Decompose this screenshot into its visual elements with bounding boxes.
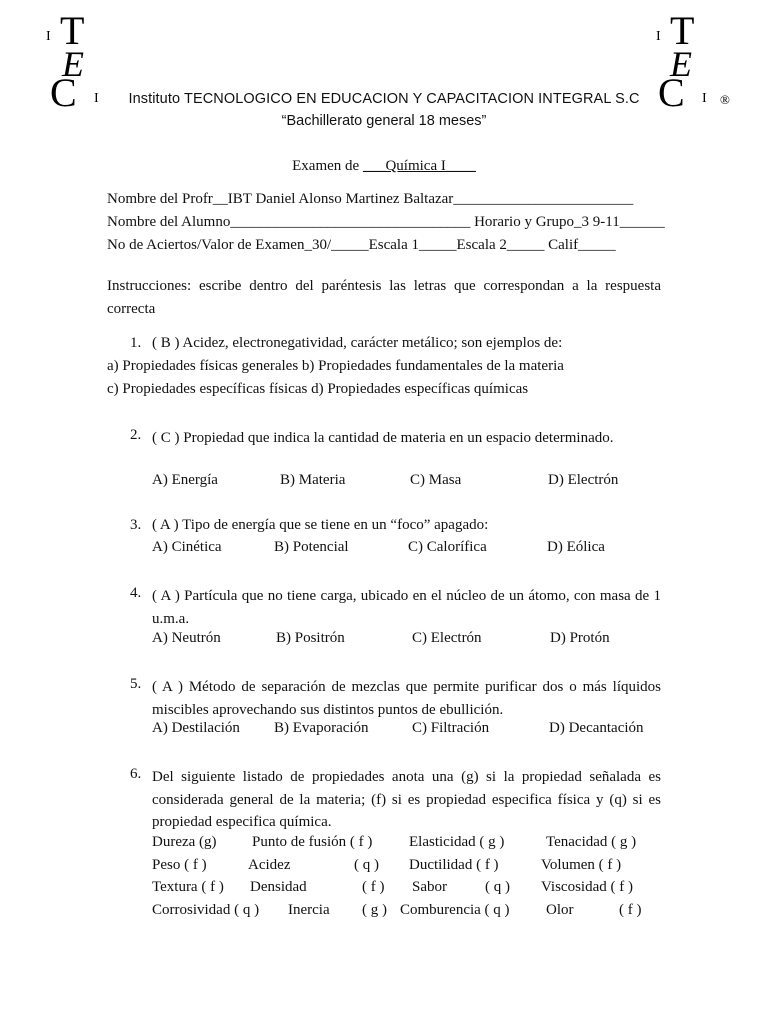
logo-letter: E — [670, 44, 692, 84]
question-options-line: a) Propiedades físicas generales b) Propiedades fundamentales de la materia — [107, 358, 564, 374]
logo-letter: E — [62, 44, 84, 84]
logo-letter: I — [46, 29, 51, 44]
exam-subject: ___Química I____ — [362, 158, 476, 174]
answer-option: B) Evaporación — [274, 720, 369, 736]
logo-letter: T — [670, 10, 695, 53]
answer-option: B) Materia — [280, 472, 346, 488]
property-item: Dureza (g) — [152, 834, 217, 850]
logo-letter: T — [60, 10, 85, 53]
property-row — [152, 879, 662, 901]
property-row — [152, 902, 662, 924]
property-item: Inercia — [288, 902, 330, 918]
property-row — [152, 857, 662, 879]
question-options-line: c) Propiedades específicas físicas d) Propiedades específicas químicas — [107, 381, 529, 397]
property-item: ( f ) — [362, 879, 385, 895]
property-item: Punto de fusión ( f ) — [252, 834, 373, 850]
property-item: Corrosividad ( q ) — [152, 902, 260, 918]
property-item: Volumen ( f ) — [541, 857, 622, 873]
logo-letter: I — [94, 91, 99, 106]
instructions: Instrucciones: escribe dentro del paréntesis las letras que correspondan a la respuesta correcta — [107, 278, 661, 317]
question-text: ( A ) Tipo de energía que se tiene en un “foco” apagado: — [152, 517, 489, 533]
question-number: 5. — [130, 676, 142, 692]
answer-option: A) Neutrón — [152, 630, 221, 646]
institution-name: Instituto TECNOLOGICO EN EDUCACION Y CAPACITACION INTEGRAL S.C — [128, 91, 640, 107]
teacher-field: Nombre del Profr__IBT Daniel Alonso Martinez Baltazar________________________ — [107, 191, 634, 207]
question-number: 6. — [130, 766, 142, 782]
property-item: Olor — [546, 902, 574, 918]
answer-option: C) Masa — [410, 472, 462, 488]
property-item: ( q ) — [485, 879, 510, 895]
property-item: ( g ) — [362, 902, 387, 918]
answer-option: A) Destilación — [152, 720, 240, 736]
question-number: 3. — [130, 517, 142, 533]
property-item: Viscosidad ( f ) — [541, 879, 633, 895]
question-text: ( B ) Acidez, electronegatividad, carácter metálico; son ejemplos de: — [152, 335, 563, 351]
question-number: 4. — [130, 585, 142, 601]
property-item: Elasticidad ( g ) — [409, 834, 505, 850]
program-name: “Bachillerato general 18 meses” — [281, 113, 487, 129]
answer-option: D) Electrón — [548, 472, 619, 488]
property-item: Acidez — [248, 857, 291, 873]
property-item: Textura ( f ) — [152, 879, 224, 895]
property-item: ( q ) — [354, 857, 379, 873]
property-item: Densidad — [250, 879, 307, 895]
exam-title — [0, 158, 768, 175]
property-item: Sabor — [412, 879, 447, 895]
score-field: No de Aciertos/Valor de Examen_30/_____Escala 1_____Escala 2_____ Calif_____ — [107, 237, 616, 253]
question-number: 1. — [130, 335, 142, 351]
answer-option: B) Potencial — [274, 539, 349, 555]
logo-letter: C — [50, 70, 77, 110]
logo-letter: I — [656, 29, 661, 44]
registered-icon: ® — [720, 92, 730, 107]
question-text: ( A ) Método de separación de mezclas que permite purificar dos o más líquidos miscibles aprovechando sus distintos puntos de ebullición. — [152, 679, 661, 718]
exam-prefix: Examen de — [292, 158, 363, 174]
property-item: Comburencia ( q ) — [400, 902, 510, 918]
property-item: Peso ( f ) — [152, 857, 207, 873]
question-text: ( C ) Propiedad que indica la cantidad de materia en un espacio determinado. — [152, 430, 614, 446]
answer-option: D) Protón — [550, 630, 610, 646]
answer-option: C) Filtración — [412, 720, 490, 736]
answer-option: D) Eólica — [547, 539, 605, 555]
question-text: Del siguiente listado de propiedades anota una (g) si la propiedad señalada es considerada general de la materia; (f) si es propiedad especifica física y (q) si es propiedad especifica química. — [152, 769, 661, 830]
student-field: Nombre del Alumno________________________________ Horario y Grupo_3 9-11______ — [107, 214, 665, 230]
property-item: ( f ) — [619, 902, 642, 918]
question-text: ( A ) Partícula que no tiene carga, ubicado en el núcleo de un átomo, con masa de 1 u.m.a. — [152, 588, 661, 627]
answer-option: A) Cinética — [152, 539, 222, 555]
answer-option: D) Decantación — [549, 720, 644, 736]
property-row — [152, 834, 662, 856]
answer-option: C) Calorífica — [408, 539, 487, 555]
property-item: Ductilidad ( f ) — [409, 857, 499, 873]
question-number: 2. — [130, 427, 142, 443]
answer-option: A) Energía — [152, 472, 218, 488]
property-item: Tenacidad ( g ) — [546, 834, 637, 850]
logo-letter: I — [702, 91, 707, 106]
answer-option: C) Electrón — [412, 630, 482, 646]
logo-letter: C — [658, 70, 685, 110]
answer-option: B) Positrón — [276, 630, 345, 646]
